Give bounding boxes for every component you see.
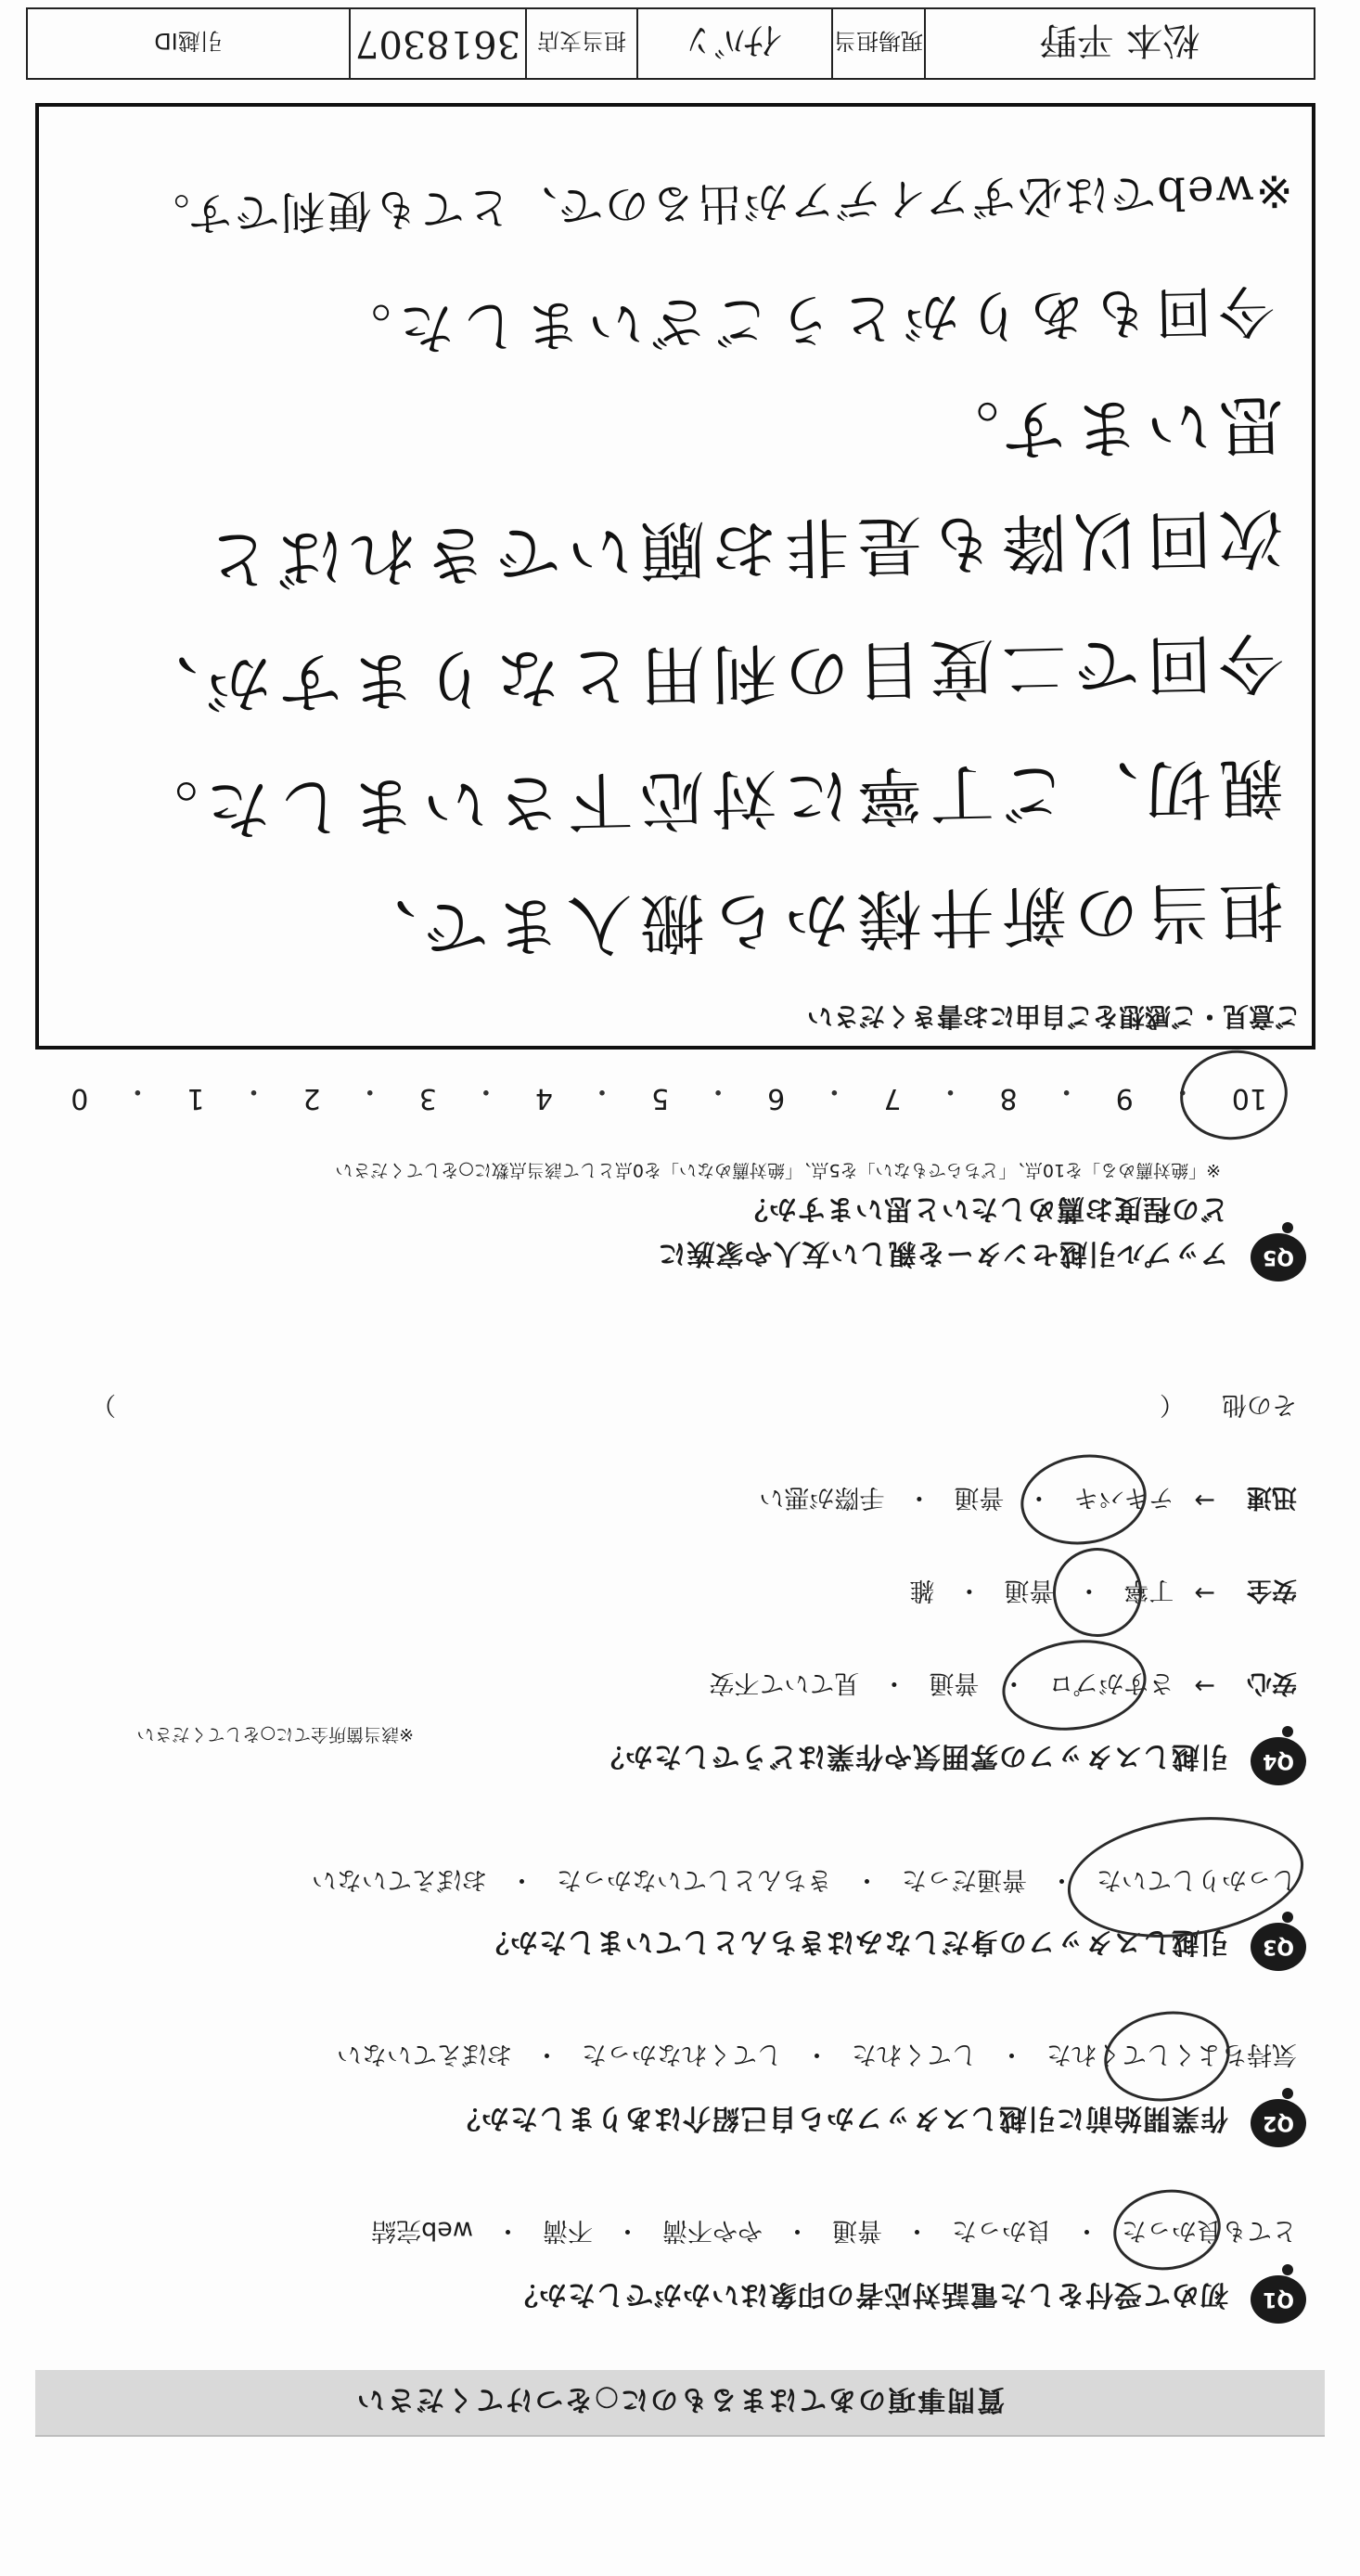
q1-answer-circle	[1109, 2183, 1226, 2276]
q4-note: ※該当箇所全てに○をしてください	[136, 1724, 414, 1745]
q4-row-label: 迅速	[1247, 1483, 1297, 1512]
q2-option-pleasant[interactable]: 気持ちよくしてくれた	[1046, 2040, 1297, 2068]
q2-answer-circle	[1098, 2003, 1236, 2109]
move-id-label: 引越ID	[154, 28, 223, 55]
q4-option-normal[interactable]: 普通	[1004, 1576, 1055, 1604]
handwritten-line-2: 親切、ご丁寧に対応下さいました。	[125, 748, 1285, 850]
scale-8[interactable]: 8	[999, 1082, 1018, 1114]
q4-option-normal[interactable]: 普通	[954, 1483, 1005, 1512]
staff-info-table	[26, 7, 1315, 80]
q5-note: ※「絶対薦める」を10点、「どちらでもない」を5点、「絶対薦めない」を0点として該当点数に○をしてください	[335, 1160, 1221, 1180]
branch-label-cell	[525, 9, 636, 78]
q5-answer-circle	[1174, 1043, 1293, 1146]
id-value-cell	[349, 9, 525, 78]
q1-option-good[interactable]: 良かった	[952, 2216, 1052, 2245]
q1-badge: Q1	[1251, 2275, 1306, 2324]
instruction-bar	[35, 2370, 1325, 2437]
q4-question: 引越しスタッフの雰囲気や作業はどうでしたか？	[596, 1740, 1228, 1772]
scale-2[interactable]: 2	[302, 1082, 321, 1114]
q4-row-label: 安心	[1247, 1668, 1297, 1697]
q4-row-speed: 迅速 → テキパキ ・ 普通 ・ 手際が悪い	[759, 1482, 1297, 1518]
q4-relief-answer-circle	[996, 1631, 1152, 1740]
q1-option-normal[interactable]: 普通	[832, 2216, 882, 2245]
q4-other-row	[91, 1389, 1297, 1425]
q4-other-close: ）	[91, 1390, 116, 1419]
q4-option-brisk[interactable]: テキパキ	[1073, 1483, 1174, 1512]
handwritten-line-4: 次回以降も是非お願いできればと	[198, 498, 1285, 599]
q1-option-web[interactable]: web完結	[371, 2216, 473, 2245]
branch-value: ｲﾅﾊﾞﾝ	[688, 19, 781, 62]
q2-option-dont-remember[interactable]: おぼえていない	[337, 2040, 512, 2068]
q1-option-very-good[interactable]: とても良かった	[1122, 2216, 1297, 2245]
q2-options: 気持ちよくしてくれた ・ してくれた ・ してくれなかった ・ おぼえていない	[337, 2039, 1297, 2075]
scale-7[interactable]: 7	[883, 1082, 902, 1114]
q2-option-did-not[interactable]: してくれなかった	[582, 2040, 782, 2068]
q4-other-open: （	[1160, 1390, 1185, 1419]
staff-name-value: 松本 平野	[1039, 19, 1200, 62]
scale-4[interactable]: 4	[534, 1082, 553, 1114]
q2-question: 作業開始前に引越しスタッフから自己紹介はありましたか？	[452, 2102, 1228, 2134]
q4-option-uneasy[interactable]: 見ていて不安	[709, 1668, 860, 1697]
q5-badge: Q5	[1251, 1233, 1306, 1282]
scale-0[interactable]: 0	[71, 1082, 89, 1114]
scale-9[interactable]: 9	[1115, 1082, 1134, 1114]
q4-badge: Q4	[1251, 1737, 1306, 1785]
q4-option-careful[interactable]: 丁寧	[1123, 1576, 1174, 1604]
q4-row-safety: 安全 → 丁寧 ・ 普通 ・ 雑	[909, 1575, 1297, 1611]
q4-speed-answer-circle	[1015, 1447, 1152, 1552]
q4-safety-answer-circle	[1047, 1542, 1148, 1642]
q1-option-unsatisfied[interactable]: 不満	[543, 2216, 593, 2245]
q3-badge: Q3	[1251, 1923, 1306, 1971]
q4-option-normal[interactable]: 普通	[929, 1668, 980, 1697]
scale-5[interactable]: 5	[651, 1082, 670, 1114]
instruction-text: 質問事項のあてはまるものに○をつけてください	[354, 2383, 1006, 2415]
handwritten-line-7: ※webでは必ずアイデアが出るので、とても便利です。	[143, 164, 1294, 240]
q1-option-somewhat-unsatisfied[interactable]: やや不満	[662, 2216, 763, 2245]
scale-1[interactable]: 1	[186, 1082, 205, 1114]
scale-10[interactable]: 10	[1231, 1082, 1267, 1114]
q3-option-dont-remember[interactable]: おぼえていない	[312, 1865, 487, 1894]
q3-option-neat[interactable]: しっかりしていた	[1097, 1865, 1297, 1894]
q1-options: とても良かった ・ 良かった ・ 普通 ・ やや不満 ・ 不満 ・ web完結	[371, 2215, 1297, 2251]
id-label-cell	[28, 9, 349, 78]
handwritten-line-6: 今回もありがとうございました。	[327, 277, 1276, 362]
q4-other-label: その他	[1222, 1390, 1297, 1419]
q4-option-rough[interactable]: 雑	[909, 1576, 935, 1604]
q2-badge: Q2	[1251, 2099, 1306, 2147]
q5-scale: 10 ・ 9 ・ 8 ・ 7 ・ 6 ・ 5 ・ 4 ・ 3 ・ 2 ・ 1 ・ 0	[71, 1075, 1267, 1114]
staff-label-cell	[831, 9, 924, 78]
q5-question-line1: アップル引越センターを親しい友人や家族に	[657, 1237, 1228, 1269]
handwritten-line-3: 今回で二度目の利用となりますが、	[125, 623, 1285, 725]
handwritten-line-5: 思います。	[926, 385, 1285, 470]
q3-option-normal[interactable]: 普通だった	[902, 1865, 1027, 1894]
q3-option-not-neat[interactable]: きちんとしていなかった	[557, 1865, 832, 1894]
move-id-value: 3618307	[354, 22, 521, 65]
scale-3[interactable]: 3	[418, 1082, 437, 1114]
q2-option-did[interactable]: してくれた	[852, 2040, 977, 2068]
q3-options: しっかりしていた ・ 普通だった ・ きちんとしていなかった ・ おぼえていない	[312, 1864, 1297, 1900]
scale-6[interactable]: 6	[767, 1082, 786, 1114]
comment-box[interactable]	[35, 103, 1315, 1050]
comment-title: ご意見・ご感想をご自由にお書きください	[806, 1001, 1301, 1032]
q4-option-clumsy[interactable]: 手際が悪い	[759, 1483, 885, 1512]
q5-question-line2: どの程度お薦めしたいと思いますか？	[739, 1192, 1228, 1225]
handwritten-line-1: 担当の新井様から搬入まで、	[343, 871, 1285, 968]
q4-row-label: 安全	[1247, 1576, 1297, 1604]
staff-label: 現場担当	[834, 28, 923, 55]
q1-question: 初めて受付をした電話対応者の印象はいかがでしたか？	[509, 2278, 1228, 2311]
q4-row-relief: 安心 → さすがプロ ・ 普通 ・ 見ていて不安	[709, 1668, 1297, 1704]
branch-label: 担当支店	[537, 28, 626, 55]
q4-option-pro[interactable]: さすがプロ	[1048, 1668, 1174, 1697]
q3-question: 引越しスタッフの身だしなみはきちんとしていましたか？	[481, 1926, 1228, 1958]
branch-value-cell	[636, 9, 831, 78]
staff-name-cell	[924, 9, 1314, 78]
